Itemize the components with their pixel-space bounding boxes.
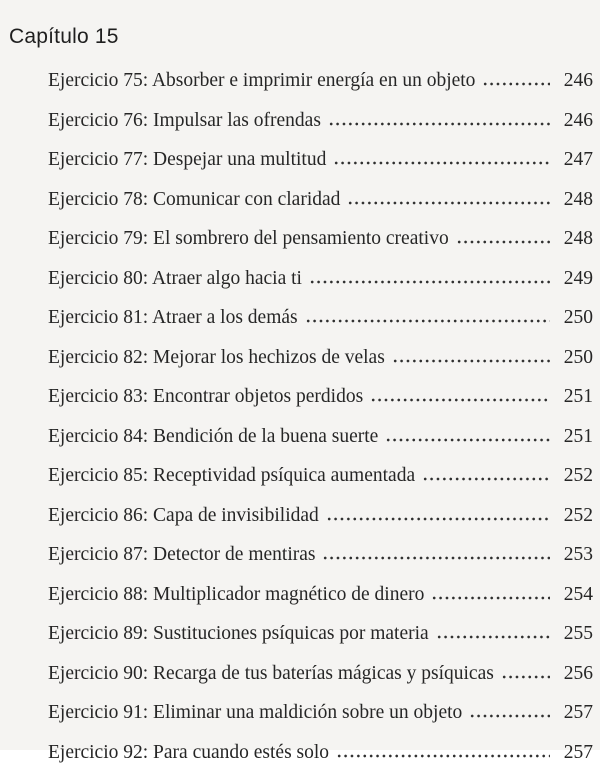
toc-list bbox=[48, 68, 593, 779]
toc-entry-title: Ejercicio 78: Comunicar con claridad bbox=[48, 188, 340, 211]
toc-entry-page-number: 247 bbox=[559, 148, 593, 171]
toc-entry-title: Ejercicio 75: Absorber e imprimir energía en un objeto bbox=[48, 69, 475, 92]
dot-leader bbox=[482, 68, 550, 86]
toc-entry bbox=[48, 147, 593, 187]
dot-leader bbox=[436, 621, 550, 639]
toc-entry-page-number: 250 bbox=[559, 306, 593, 329]
toc-entry-title: Ejercicio 92: Para cuando estés solo bbox=[48, 741, 329, 764]
toc-entry-title: Ejercicio 85: Receptividad psíquica aumentada bbox=[48, 464, 415, 487]
toc-entry-title: Ejercicio 80: Atraer algo hacia ti bbox=[48, 267, 302, 290]
toc-entry bbox=[48, 266, 593, 306]
toc-entry-title: Ejercicio 82: Mejorar los hechizos de velas bbox=[48, 346, 385, 369]
toc-entry-page-number: 248 bbox=[559, 227, 593, 250]
toc-entry bbox=[48, 542, 593, 582]
toc-entry bbox=[48, 345, 593, 385]
toc-entry-title: Ejercicio 86: Capa de invisibilidad bbox=[48, 504, 319, 527]
toc-entry-page-number: 252 bbox=[559, 464, 593, 487]
toc-entry bbox=[48, 621, 593, 661]
toc-entry bbox=[48, 68, 593, 108]
toc-entry bbox=[48, 700, 593, 740]
toc-entry bbox=[48, 463, 593, 503]
toc-entry-page-number: 250 bbox=[559, 346, 593, 369]
dot-leader bbox=[456, 226, 550, 244]
dot-leader bbox=[328, 108, 550, 126]
toc-entry bbox=[48, 582, 593, 622]
dot-leader bbox=[370, 384, 550, 402]
toc-entry-title: Ejercicio 76: Impulsar las ofrendas bbox=[48, 109, 321, 132]
dot-leader bbox=[305, 305, 550, 323]
dot-leader bbox=[322, 542, 550, 560]
toc-entry bbox=[48, 740, 593, 779]
toc-entry-title: Ejercicio 83: Encontrar objetos perdidos bbox=[48, 385, 363, 408]
toc-entry bbox=[48, 108, 593, 148]
dot-leader bbox=[422, 463, 550, 481]
dot-leader bbox=[309, 266, 550, 284]
toc-entry-page-number: 251 bbox=[559, 425, 593, 448]
toc-entry-page-number: 246 bbox=[559, 69, 593, 92]
toc-entry-title: Ejercicio 88: Multiplicador magnético de dinero bbox=[48, 583, 424, 606]
toc-entry-page-number: 248 bbox=[559, 188, 593, 211]
dot-leader bbox=[501, 661, 550, 679]
toc-entry-page-number: 249 bbox=[559, 267, 593, 290]
toc-entry bbox=[48, 424, 593, 464]
dot-leader bbox=[333, 147, 550, 165]
toc-entry bbox=[48, 503, 593, 543]
dot-leader bbox=[469, 700, 550, 718]
toc-entry-page-number: 256 bbox=[559, 662, 593, 685]
toc-entry-title: Ejercicio 77: Despejar una multitud bbox=[48, 148, 326, 171]
toc-entry bbox=[48, 187, 593, 227]
toc-entry-page-number: 253 bbox=[559, 543, 593, 566]
toc-entry-page-number: 257 bbox=[559, 701, 593, 724]
toc-entry-page-number: 257 bbox=[559, 741, 593, 764]
dot-leader bbox=[385, 424, 550, 442]
toc-entry-title: Ejercicio 84: Bendición de la buena suerte bbox=[48, 425, 378, 448]
dot-leader bbox=[392, 345, 550, 363]
toc-entry bbox=[48, 305, 593, 345]
dot-leader bbox=[431, 582, 550, 600]
toc-entry-title: Ejercicio 89: Sustituciones psíquicas por materia bbox=[48, 622, 429, 645]
toc-entry-page-number: 252 bbox=[559, 504, 593, 527]
toc-entry-page-number: 255 bbox=[559, 622, 593, 645]
dot-leader bbox=[326, 503, 550, 521]
toc-entry-page-number: 251 bbox=[559, 385, 593, 408]
dot-leader bbox=[347, 187, 550, 205]
toc-entry-title: Ejercicio 90: Recarga de tus baterías mágicas y psíquicas bbox=[48, 662, 494, 685]
toc-entry bbox=[48, 226, 593, 266]
dot-leader bbox=[336, 740, 550, 758]
toc-entry-page-number: 246 bbox=[559, 109, 593, 132]
toc-entry-title: Ejercicio 87: Detector de mentiras bbox=[48, 543, 315, 566]
toc-entry bbox=[48, 384, 593, 424]
toc-entry-title: Ejercicio 81: Atraer a los demás bbox=[48, 306, 298, 329]
chapter-heading: Capítulo 15 bbox=[9, 24, 119, 49]
toc-entry bbox=[48, 661, 593, 701]
toc-entry-title: Ejercicio 91: Eliminar una maldición sobre un objeto bbox=[48, 701, 462, 724]
toc-entry-title: Ejercicio 79: El sombrero del pensamiento creativo bbox=[48, 227, 449, 250]
toc-entry-page-number: 254 bbox=[559, 583, 593, 606]
